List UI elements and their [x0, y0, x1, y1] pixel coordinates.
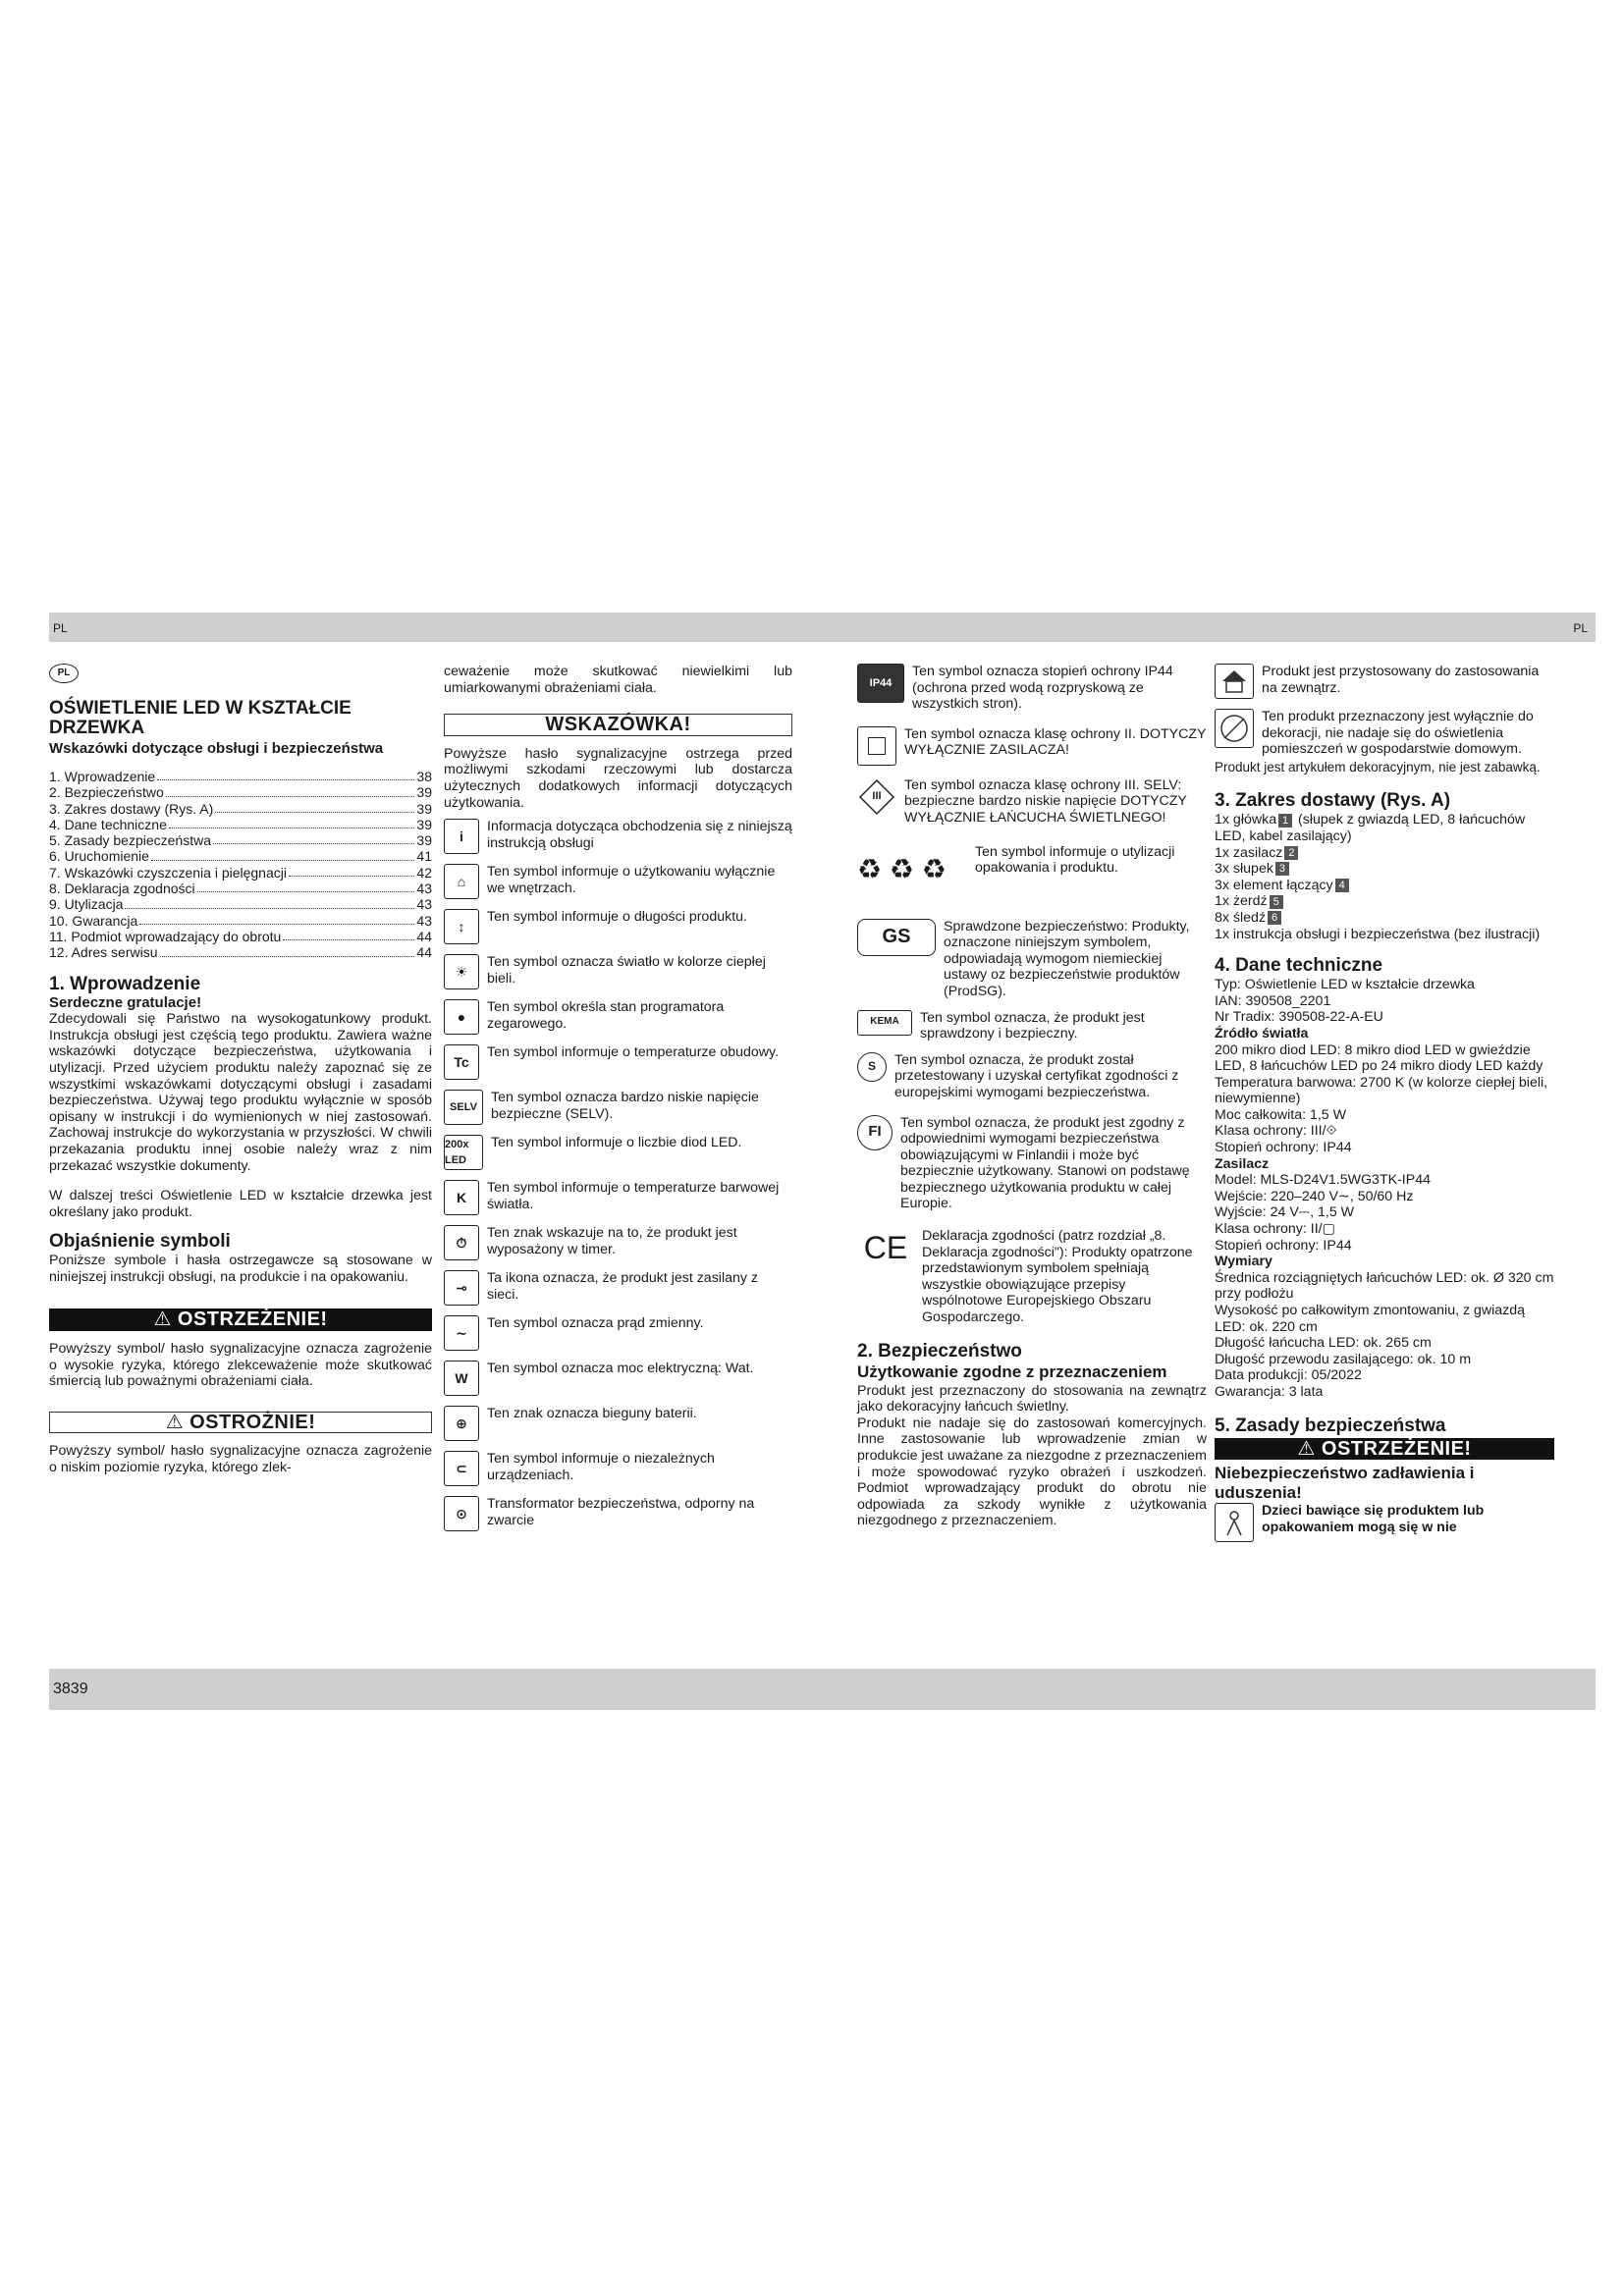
- symbol-row: [444, 1090, 792, 1125]
- column-3: [857, 664, 1207, 1537]
- toc-dots: [215, 812, 414, 813]
- symbol-text: Ten symbol oznacza prąd zmienny.: [487, 1315, 704, 1332]
- warning-paragraph: Powyższy symbol/ hasło sygnalizacyjne oznacza zagrożenie o wysokie ryzyka, którego zlekceważenie może skutkować śmiercią lub poważnymi obrażeniami ciała.: [49, 1341, 432, 1390]
- toc-label: 1. Wprowadzenie: [49, 769, 156, 784]
- toc-dots: [283, 939, 414, 940]
- outdoor-text: Produkt jest przystosowany do zastosowania na zewnątrz.: [1262, 664, 1540, 696]
- purpose-paragraph-1: Produkt jest przeznaczony do stosowania na zewnątrz jako dekoracyjny łańcuch świetlny.: [857, 1382, 1207, 1415]
- symbol-text: Ten symbol oznacza moc elektryczną: Wat.: [487, 1361, 754, 1377]
- no-home-text: Ten produkt przeznaczony jest wyłącznie do dekoracji, nie nadaje się do oświetlenia pomieszczeń w gospodarstwie domowym.: [1262, 709, 1534, 758]
- toc-label: 10. Gwarancja: [49, 912, 138, 929]
- toc-dots: [160, 956, 415, 957]
- delivery-qty: 1x instrukcja obsługi i bezpieczeństwa (bez ilustracji): [1215, 926, 1541, 942]
- toc-item: [49, 865, 432, 881]
- spec-line: 200 mikro diod LED: 8 mikro diod LED w gwieździe LED, 8 łańcuchów LED po 24 mikro diody LED każdy: [1215, 1041, 1543, 1075]
- symbol-icon: i: [444, 819, 479, 854]
- symbol-text: Ten symbol określa stan programatora zegarowego.: [487, 999, 725, 1032]
- delivery-item: [1215, 878, 1554, 894]
- section-1-heading: 1. Wprowadzenie: [49, 973, 201, 994]
- symbol-text: Ten symbol oznacza bardzo niskie napięcie bezpieczne (SELV).: [491, 1090, 759, 1122]
- delivery-qty: 3x słupek: [1215, 861, 1273, 878]
- intro-paragraph: Zdecydowali się Państwo na wysokogatunkowy produkt. Instrukcja obsługi jest częścią tego produktu. Zawiera ważne wskazówki dotyczące bezpieczeństwa, użytkowania i utylizacji. Przed użyciem produktu należy zapoznać się ze wszystkimi wskazówkami dotyczącymi obsługi i zasadami bezpieczeństwa. Używaj tego produktu wyłącznie w sposób opisany w instrukcji i do wymienionych w niej zastosowań. Zachowaj instrukcje do wykorzystania w przyszłości. W chwili przekazania produktu innej osobie należy wraz z nim przekazać wszystkie dokumenty.: [49, 1011, 432, 1174]
- symbol-row: [444, 1406, 792, 1441]
- ip44-text: Ten symbol oznacza stopień ochrony IP44 (ochrona przed wodą rozpryskową ze wszystkich stron).: [912, 664, 1173, 713]
- symbol-row: [444, 1361, 792, 1396]
- intertek-icon: S: [857, 1052, 887, 1082]
- toc-dots: [151, 860, 414, 861]
- spec-line: Długość przewodu zasilającego: ok. 10 m: [1215, 1351, 1472, 1367]
- note-paragraph: Powyższe hasło sygnalizacyjne ostrzega przed możliwymi szkodami rzeczowymi lub dostarcza użytecznych dodatkowych informacji dotyczących użytkowania.: [444, 745, 792, 811]
- delivery-item: [1215, 927, 1554, 943]
- part-number-badge: 6: [1268, 911, 1281, 925]
- symbol-row: [444, 1315, 792, 1351]
- symbol-row: [444, 1044, 792, 1080]
- spec-line: Wyjście: 24 V⎓, 1,5 W: [1215, 1204, 1355, 1221]
- toc-page: 39: [416, 784, 432, 801]
- toc-label: 7. Wskazówki czyszczenia i pielęgnacji: [49, 864, 287, 881]
- light-source-heading: Źródło światła: [1215, 1025, 1309, 1041]
- ce-icon: CE: [863, 1229, 908, 1265]
- class2-row: [857, 726, 1207, 766]
- symbol-row: [444, 1451, 792, 1486]
- part-number-badge: 2: [1284, 846, 1298, 860]
- intro-paragraph-2: W dalszej treści Oświetlenie LED w kształcie drzewka jest określany jako produkt.: [49, 1188, 432, 1220]
- section-5-warning-banner: ⚠ OSTRZEŻENIE!: [1215, 1438, 1554, 1461]
- spec-line: Średnica rozciągniętych łańcuchów LED: ok. Ø 320 cm przy podłożu: [1215, 1269, 1554, 1303]
- ce-text: Deklaracja zgodności (patrz rozdział „8. Deklaracja zgodności"): Produkty opatrzone przedstawionym symbolem spełniają wszystkie obowiązujące przepisy wspólnotowe Europejskiego Obszaru Gospodarczego.: [922, 1228, 1193, 1326]
- spec-line: IAN: 390508_2201: [1215, 992, 1331, 1009]
- delivery-list: [1215, 812, 1554, 942]
- symbol-text: Ten symbol informuje o temperaturze obudowy.: [487, 1044, 780, 1061]
- symbol-text: Informacja dotycząca obchodzenia się z niniejszą instrukcją obsługi: [487, 819, 792, 851]
- symbol-row: [444, 1135, 792, 1170]
- toc-item: [49, 801, 432, 817]
- page-number: 3839: [53, 1681, 88, 1697]
- choking-text: Dzieci bawiące się produktem lub opakowaniem mogą się w nie: [1262, 1503, 1485, 1535]
- symbol-icon: ●: [444, 999, 479, 1035]
- part-number-badge: 1: [1278, 814, 1292, 828]
- toc-page: 39: [416, 832, 432, 849]
- toc-label: 6. Uruchomienie: [49, 848, 149, 865]
- symbol-icon: K: [444, 1180, 479, 1215]
- outdoor-row: [1215, 664, 1554, 699]
- symbol-row: [444, 954, 792, 989]
- symbol-text: Ten symbol informuje o temperaturze barwowej światła.: [487, 1180, 780, 1212]
- footer-bar: [49, 1669, 1596, 1710]
- fi-text: Ten symbol oznacza, że produkt jest zgodny z odpowiednimi wymogami bezpieczeństwa obowiązującymi w Finlandii i może być bezpiecznie użytkowany. Stanowi on podstawę bezpiecznego użytkowania produktu w całej Europie.: [900, 1114, 1190, 1212]
- toc-page: 43: [416, 912, 432, 929]
- class3-text: Ten symbol oznacza klasę ochrony III. SELV: bezpieczne bardzo niskie napięcie DOTYCZY WYŁĄCZNIE ŁAŃCUCHA ŚWIETLNEGO!: [904, 776, 1187, 826]
- dimensions-list: [1215, 1270, 1554, 1401]
- spec-line: Stopień ochrony: IP44: [1215, 1237, 1352, 1254]
- toc-item: [49, 913, 432, 929]
- spec-line: Nr Tradix: 390508-22-A-EU: [1215, 1009, 1383, 1026]
- no-home-icon: [1215, 709, 1254, 748]
- spec-line: Model: MLS-D24V1.5WG3TK-IP44: [1215, 1172, 1431, 1189]
- kema-icon: KEMA: [857, 1010, 912, 1036]
- symbol-text: Ten symbol informuje o liczbie diod LED.: [491, 1135, 742, 1151]
- delivery-qty: 3x element łączący: [1215, 877, 1333, 893]
- symbol-row: [444, 1180, 792, 1215]
- symbol-text: Ten symbol informuje o długości produktu.: [487, 909, 747, 926]
- symbol-row: [444, 864, 792, 899]
- column-2: [444, 664, 792, 1541]
- recycle-row: [857, 836, 1207, 905]
- spec-line: Wejście: 220–240 V∼, 50/60 Hz: [1215, 1188, 1414, 1204]
- spec-line: Klasa ochrony: III/⟐: [1215, 1123, 1337, 1140]
- symbol-icon: SELV: [444, 1090, 483, 1125]
- toc-label: 3. Zakres dostawy (Rys. A): [49, 800, 214, 817]
- delivery-qty: 1x żerdź: [1215, 893, 1268, 910]
- spec-line: Długość łańcucha LED: ok. 265 cm: [1215, 1335, 1432, 1352]
- toc-page: 44: [416, 928, 432, 944]
- toc-item: [49, 832, 432, 848]
- toc-item: [49, 896, 432, 912]
- toc-dots: [166, 796, 415, 797]
- spec-line: Temperatura barwowa: 2700 K (w kolorze ciepłej bieli, niewymienne): [1215, 1074, 1548, 1107]
- delivery-qty: 1x zasilacz: [1215, 844, 1283, 861]
- section-2-heading: 2. Bezpieczeństwo: [857, 1340, 1022, 1362]
- part-number-badge: 4: [1335, 879, 1349, 892]
- toc-label: 11. Podmiot wprowadzający do obrotu: [49, 928, 282, 944]
- class3-label: III: [872, 790, 882, 803]
- gs-row: [857, 919, 1207, 1000]
- delivery-item: [1215, 910, 1554, 927]
- recycle-text: Ten symbol informuje o utylizacji opakowania i produktu.: [975, 843, 1175, 877]
- toc-label: 8. Deklaracja zgodności: [49, 881, 195, 897]
- symbol-icon: ↕: [444, 909, 479, 944]
- section-1-subheading: Serdeczne gratulacje!: [49, 993, 202, 1011]
- fi-icon: FI: [857, 1115, 893, 1150]
- delivery-item: [1215, 893, 1554, 910]
- symbol-icon: ⊕: [444, 1406, 479, 1441]
- class2-icon: [857, 726, 896, 766]
- ip44-icon: IP44: [857, 664, 904, 703]
- symbols-paragraph: Poniższe symbole i hasła ostrzegawcze są stosowane w niniejszej instrukcji obsługi, na produkcie i na opakowaniu.: [49, 1253, 432, 1285]
- toc-item: [49, 944, 432, 960]
- spec-line: Gwarancja: 3 lata: [1215, 1383, 1324, 1400]
- column-4: [1215, 664, 1554, 1552]
- symbol-icon: ∼: [444, 1315, 479, 1351]
- spec-line: Typ: Oświetlenie LED w kształcie drzewka: [1215, 977, 1475, 993]
- language-badge: PL: [49, 664, 79, 683]
- purpose-paragraph-2: Produkt nie nadaje się do zastosowań komercyjnych. Inne zastosowanie lub wprowadzenie zmian w produkcie jest uważane za niezgodne z przeznaczeniem i może spowodować ryzyko obrażeń i uszkodzeń. Podmiot wprowadzający produkt do obrotu nie odpowiada za szkody wynikłe z użytkowania niezgodnego z przeznaczeniem.: [857, 1415, 1207, 1529]
- symbol-icon: ⏱: [444, 1225, 479, 1260]
- class3-row: [857, 777, 1207, 827]
- class3-icon: [857, 777, 896, 817]
- toc-page: 38: [416, 769, 432, 784]
- spec-line: Klasa ochrony: II/▢: [1215, 1221, 1336, 1238]
- gs-text: Sprawdzone bezpieczeństwo: Produkty, oznaczone niniejszym symbolem, odpowiadają wymogom niemieckiej ustawy oz bezpieczeństwie produktów (ProdSG).: [944, 918, 1190, 999]
- ce-row: [857, 1228, 1207, 1326]
- toc-dots: [289, 876, 414, 877]
- toc-dots: [125, 908, 414, 909]
- toc-label: 12. Adres serwisu: [49, 944, 158, 961]
- toc-item: [49, 784, 432, 800]
- symbols-heading: Objaśnienie symboli: [49, 1231, 231, 1253]
- delivery-item: [1215, 845, 1554, 862]
- kema-text: Ten symbol oznacza, że produkt jest sprawdzony i bezpieczny.: [920, 1009, 1145, 1042]
- toc-dots: [139, 924, 414, 925]
- symbol-text: Ten symbol oznacza światło w kolorze ciepłej bieli.: [487, 954, 766, 987]
- toc-dots: [157, 779, 414, 780]
- spec-line: Data produkcji: 05/2022: [1215, 1367, 1362, 1384]
- tech-general: [1215, 977, 1554, 1026]
- toc-page: 43: [416, 881, 432, 897]
- part-number-badge: 3: [1275, 862, 1289, 876]
- symbol-row: [444, 1270, 792, 1306]
- symbol-row: [444, 909, 792, 944]
- symbol-list: [444, 819, 792, 1531]
- symbol-icon: Tc: [444, 1044, 479, 1080]
- toy-text: Produkt jest artykułem dekoracyjnym, nie jest zabawką.: [1215, 759, 1541, 774]
- spec-line: Wysokość po całkowitym zmontowaniu, z gwiazdą LED: ok. 220 cm: [1215, 1303, 1526, 1335]
- outdoor-icon: [1215, 664, 1254, 699]
- recycle-icon: ♻ ♻ ♻: [857, 854, 947, 885]
- symbol-row: [444, 999, 792, 1035]
- ip44-row: [857, 664, 1207, 713]
- document-subtitle: Wskazówki dotyczące obsługi i bezpieczeństwa: [49, 740, 384, 757]
- caution-banner: ⚠ OSTROŻNIE!: [49, 1412, 432, 1434]
- delivery-qty: 1x główka: [1215, 812, 1277, 828]
- psu-list: [1215, 1172, 1554, 1254]
- header-left-label: PL: [53, 621, 68, 635]
- toc-page: 43: [416, 896, 432, 913]
- choking-heading: Niebezpieczeństwo zadławienia i uduszenia!: [1215, 1464, 1475, 1503]
- section-4-heading: 4. Dane techniczne: [1215, 955, 1383, 977]
- column-1: [49, 664, 432, 1484]
- spec-line: Stopień ochrony: IP44: [1215, 1140, 1352, 1156]
- symbol-text: Ten znak oznacza bieguny baterii.: [487, 1406, 697, 1422]
- intertek-text: Ten symbol oznacza, że produkt został przetestowany i uzyskał certyfikat zgodności z europejskimi wymogami bezpieczeństwa.: [894, 1051, 1179, 1100]
- toc-page: 39: [416, 816, 432, 832]
- toc-label: 5. Zasady bezpieczeństwa: [49, 832, 211, 849]
- fi-row: [857, 1115, 1207, 1213]
- spec-line: Moc całkowita: 1,5 W: [1215, 1106, 1347, 1123]
- toc-label: 9. Utylizacja: [49, 896, 124, 913]
- delivery-item: [1215, 812, 1554, 844]
- symbol-row: [444, 819, 792, 854]
- choking-row: [1215, 1503, 1554, 1542]
- symbol-icon: ⊂: [444, 1451, 479, 1486]
- symbol-icon: 200x LED: [444, 1135, 483, 1170]
- intertek-row: [857, 1052, 1207, 1101]
- toc-dots: [213, 843, 414, 844]
- gs-icon: GS: [857, 919, 936, 956]
- symbol-icon: ⊸: [444, 1270, 479, 1306]
- toc-label: 2. Bezpieczeństwo: [49, 784, 164, 801]
- psu-heading: Zasilacz: [1215, 1155, 1270, 1172]
- toc-label: 4. Dane techniczne: [49, 816, 167, 832]
- symbol-icon: ⌂: [444, 864, 479, 899]
- symbol-text: Ten znak wskazuje na to, że produkt jest wyposażony w timer.: [487, 1225, 737, 1257]
- toc-page: 39: [416, 800, 432, 817]
- part-number-badge: 5: [1270, 895, 1283, 909]
- toc-page: 41: [416, 848, 432, 865]
- toc-item: [49, 881, 432, 896]
- header-bar: [49, 613, 1596, 642]
- toc-page: 42: [416, 864, 432, 881]
- symbol-icon: ⊙: [444, 1496, 479, 1531]
- symbol-icon: ☀: [444, 954, 479, 989]
- section-5-heading: 5. Zasady bezpieczeństwa: [1215, 1415, 1446, 1436]
- toc-item: [49, 817, 432, 832]
- note-banner: WSKAZÓWKA!: [444, 714, 792, 736]
- dimensions-heading: Wymiary: [1215, 1254, 1272, 1270]
- light-source-list: [1215, 1042, 1554, 1156]
- symbol-text: Ten symbol informuje o użytkowaniu wyłącznie we wnętrzach.: [487, 864, 776, 896]
- warning-banner: ⚠ OSTRZEŻENIE!: [49, 1308, 432, 1331]
- toc-item: [49, 929, 432, 944]
- delivery-detail: (słupek z gwiazdą LED, 8 łańcuchów LED, kabel zasilający): [1215, 812, 1526, 844]
- table-of-contents: [49, 769, 432, 961]
- symbol-icon: W: [444, 1361, 479, 1396]
- symbol-text: Transformator bezpieczeństwa, odporny na zwarcie: [487, 1496, 755, 1528]
- toc-item: [49, 769, 432, 784]
- toc-dots: [197, 891, 415, 892]
- toc-page: 44: [416, 944, 432, 961]
- class2-text: Ten symbol oznacza klasę ochrony II. DOTYCZY WYŁĄCZNIE ZASILACZA!: [904, 725, 1207, 759]
- document-title: OŚWIETLENIE LED W KSZTAŁCIE DRZEWKA: [49, 698, 352, 738]
- section-3-heading: 3. Zakres dostawy (Rys. A): [1215, 790, 1451, 812]
- caution-continued: ceważenie może skutkować niewielkimi lub umiarkowanymi obrażeniami ciała.: [444, 664, 792, 696]
- kema-row: [857, 1010, 1207, 1042]
- no-home-row: [1215, 709, 1554, 758]
- child-warning-icon: [1215, 1503, 1254, 1542]
- symbol-row: [444, 1496, 792, 1531]
- symbol-text: Ten symbol informuje o niezależnych urządzeniach.: [487, 1451, 715, 1483]
- caution-paragraph: Powyższy symbol/ hasło sygnalizacyjne oznacza zagrożenie o niskim poziomie ryzyka, którego zlek-: [49, 1443, 432, 1476]
- symbol-row: [444, 1225, 792, 1260]
- delivery-item: [1215, 861, 1554, 878]
- header-right-label: PL: [1573, 621, 1588, 635]
- toc-item: [49, 848, 432, 864]
- section-2-subheading: Użytkowanie zgodne z przeznaczeniem: [857, 1362, 1167, 1381]
- delivery-qty: 8x śledź: [1215, 909, 1267, 926]
- symbol-text: Ta ikona oznacza, że produkt jest zasilany z sieci.: [487, 1270, 759, 1303]
